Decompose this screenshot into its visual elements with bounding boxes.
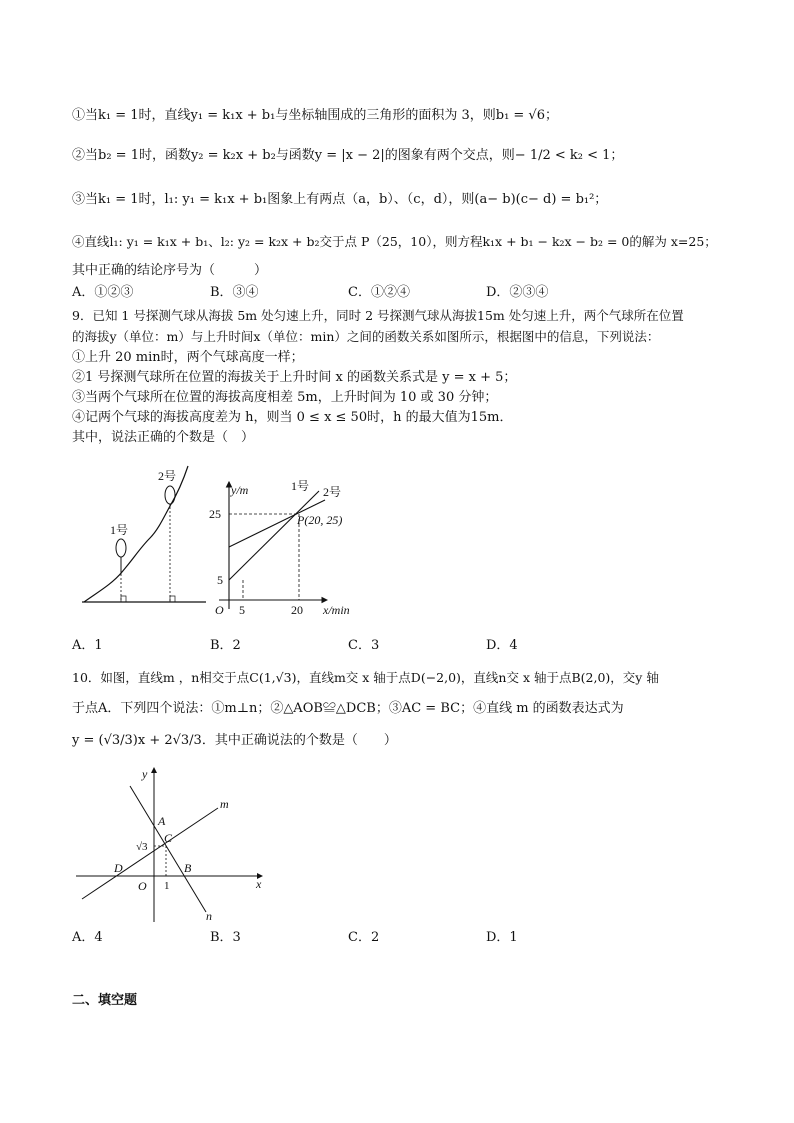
line-1 bbox=[229, 491, 319, 580]
q10-option-a[interactable]: A．4 bbox=[72, 930, 103, 945]
q8-option-c[interactable]: C．①②④ bbox=[348, 285, 410, 300]
balloon-2-right-angle bbox=[170, 596, 175, 602]
q10-option-d[interactable]: D．1 bbox=[486, 930, 518, 945]
q9-option-d[interactable]: D．4 bbox=[486, 638, 518, 653]
label-1: 1 bbox=[164, 880, 170, 892]
q9-balloon-figure bbox=[78, 462, 210, 612]
q9-stem-line-2: 的海拔y（单位：m）与上升时间x（单位：min）之间的函数关系如图所示，根据图中的信息，下列说法： bbox=[72, 329, 660, 344]
label-o: O bbox=[138, 879, 147, 893]
balloon-2 bbox=[165, 486, 175, 504]
q8-statement-1: ①当k₁ = 1时，直线y₁ = k₁x + b₁与坐标轴围成的三角形的面积为 3，则b₁ = √6； bbox=[72, 108, 558, 123]
x-tick-5: 5 bbox=[239, 603, 245, 617]
q9-option-c[interactable]: C．3 bbox=[348, 638, 380, 653]
label-a: A bbox=[158, 814, 166, 828]
balloon-1-right-angle bbox=[121, 596, 126, 602]
q10-option-c[interactable]: C．2 bbox=[348, 930, 380, 945]
q8-statement-4: ④直线l₁: y₁ = k₁x + b₁、l₂: y₂ = k₂x + b₂交于点 P（25，10），则方程k₁x + b₁ − k₂x − b₂ = 0的解为 x=25； bbox=[72, 234, 717, 249]
q8-option-d[interactable]: D．②③④ bbox=[486, 285, 549, 300]
balloon-2-label: 2号 bbox=[158, 469, 177, 483]
q9-option-b[interactable]: B．2 bbox=[210, 638, 241, 653]
q9-stem-line-1: 9．已知 1 号探测气球从海拔 5m 处匀速上升，同时 2 号探测气球从海拔15m 处匀速上升，两个气球所在位置 bbox=[72, 308, 684, 323]
q10-figure bbox=[72, 762, 272, 922]
q9-statement-2: ②1 号探测气球所在位置的海拔关于上升时间 x 的函数关系式是 y = x + 5； bbox=[72, 370, 517, 385]
label-sqrt3: √3 bbox=[136, 841, 148, 853]
label-d: D bbox=[114, 861, 123, 875]
y-axis-label: y bbox=[142, 767, 148, 781]
balloon-1 bbox=[116, 539, 126, 557]
label-c: C bbox=[164, 831, 173, 845]
y-tick-5: 5 bbox=[217, 573, 223, 587]
q9-statement-4: ④记两个气球的海拔高度差为 h，则当 0 ≤ x ≤ 50时，h 的最大值为15m． bbox=[72, 410, 513, 425]
x-axis-label: x/min bbox=[323, 603, 350, 617]
balloon-1-label: 1号 bbox=[110, 523, 129, 537]
label-n: n bbox=[206, 909, 212, 922]
q8-prompt: 其中正确的结论序号为（ ） bbox=[72, 263, 268, 278]
label-b: B bbox=[184, 861, 192, 875]
q9-option-a[interactable]: A．1 bbox=[72, 638, 103, 653]
line-1-label: 1号 bbox=[291, 479, 310, 493]
q10-line-2: 于点A．下列四个说法：①m⊥n；②△AOB≌△DCB；③AC = BC；④直线 m 的函数表达式为 bbox=[72, 701, 624, 716]
q9-statement-3: ③当两个气球所在位置的海拔高度相差 5m，上升时间为 10 或 30 分钟； bbox=[72, 390, 498, 405]
q8-option-b[interactable]: B．③④ bbox=[210, 285, 259, 300]
x-tick-20: 20 bbox=[291, 603, 303, 617]
label-m: m bbox=[220, 797, 229, 811]
q8-statement-2: ②当b₂ = 1时，函数y₂ = k₂x + b₂与函数y = |x − 2|的图象有两个交点，则− 1/2 < k₂ < 1； bbox=[72, 148, 624, 163]
q10-line-1: 10．如图，直线m ，n相交于点C(1,√3)，直线m交 x 轴于点D(−2,0)，直线n交 x 轴于点B(2,0)，交y 轴 bbox=[72, 670, 659, 685]
origin-label: O bbox=[215, 603, 224, 617]
line-m bbox=[82, 808, 218, 899]
line-2-label: 2号 bbox=[323, 485, 342, 499]
q9-prompt: 其中，说法正确的个数是（ ） bbox=[72, 430, 255, 445]
q10-line-3: y = (√3/3)x + 2√3/3．其中正确说法的个数是（ ） bbox=[72, 733, 397, 748]
y-axis-label: y/m bbox=[231, 483, 249, 497]
q8-option-a[interactable]: A．①②③ bbox=[72, 285, 134, 300]
q10-option-b[interactable]: B．3 bbox=[210, 930, 241, 945]
x-axis-label: x bbox=[256, 877, 262, 891]
q9-graph bbox=[205, 476, 365, 621]
section-title: 二、填空题 bbox=[72, 993, 138, 1008]
q8-statement-3: ③当k₁ = 1时，l₁: y₁ = k₁x + b₁图象上有两点（a，b）、（c，d），则(a− b)(c− d) = b₁²； bbox=[72, 192, 608, 207]
y-tick-25: 25 bbox=[209, 507, 221, 521]
point-p-label: P(20, 25) bbox=[297, 513, 343, 527]
q9-statement-1: ①上升 20 min时，两个气球高度一样； bbox=[72, 350, 304, 365]
